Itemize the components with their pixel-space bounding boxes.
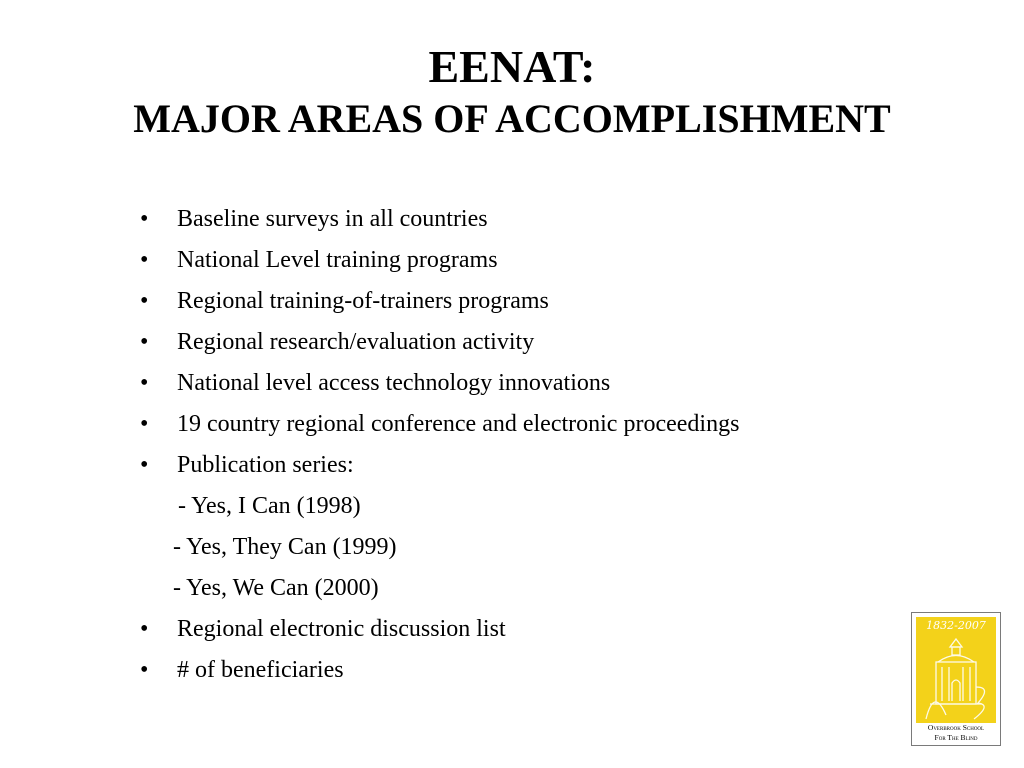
bullet-text: # of beneficiaries — [177, 657, 344, 683]
bullet-item — [0, 404, 900, 445]
bullet-dot: • — [140, 288, 149, 314]
title-block — [0, 38, 1024, 144]
sub-item — [0, 486, 900, 527]
building-icon — [916, 617, 996, 723]
bullet-text: - Yes, We Can (2000) — [173, 575, 379, 601]
bullet-text: Publication series: — [177, 452, 354, 478]
bullet-item — [0, 609, 900, 650]
bullet-dot: • — [140, 452, 149, 478]
bullet-dot: • — [140, 206, 149, 232]
slide-title: EENAT: — [428, 41, 596, 92]
bullet-text: 19 country regional conference and electronic proceedings — [177, 411, 740, 437]
bullet-dot: • — [140, 329, 149, 355]
sub-item — [0, 527, 900, 568]
slide-subtitle: MAJOR AREAS OF ACCOMPLISHMENT — [133, 96, 891, 141]
bullet-text: Baseline surveys in all countries — [177, 206, 488, 232]
logo-caption-line2: For The Blind — [934, 733, 978, 742]
bullet-item — [0, 240, 900, 281]
bullet-dot: • — [140, 370, 149, 396]
sub-item — [0, 568, 900, 609]
bullet-text: - Yes, They Can (1999) — [173, 534, 397, 560]
bullet-text: Regional research/evaluation activity — [177, 329, 535, 355]
bullet-item — [0, 199, 900, 240]
bullet-item — [0, 363, 900, 404]
bullet-dot: • — [140, 411, 149, 437]
bullet-text: Regional training-of-trainers programs — [177, 288, 549, 314]
logo-badge — [916, 617, 996, 723]
logo-years: 1832-2007 — [926, 619, 986, 632]
bullet-item — [0, 650, 900, 691]
bullet-text: National level access technology innovations — [177, 370, 611, 396]
logo-caption — [912, 723, 1000, 743]
bullet-item — [0, 445, 900, 486]
bullet-list — [0, 199, 900, 691]
logo-caption-line1: Overbrook School — [927, 723, 985, 732]
bullet-text: - Yes, I Can (1998) — [178, 493, 361, 519]
bullet-text: National Level training programs — [177, 247, 498, 273]
bullet-item — [0, 281, 900, 322]
bullet-text: Regional electronic discussion list — [177, 616, 506, 642]
bullet-item — [0, 322, 900, 363]
school-logo — [911, 612, 1001, 746]
bullet-dot: • — [140, 616, 149, 642]
bullet-dot: • — [140, 657, 149, 683]
bullet-dot: • — [140, 247, 149, 273]
